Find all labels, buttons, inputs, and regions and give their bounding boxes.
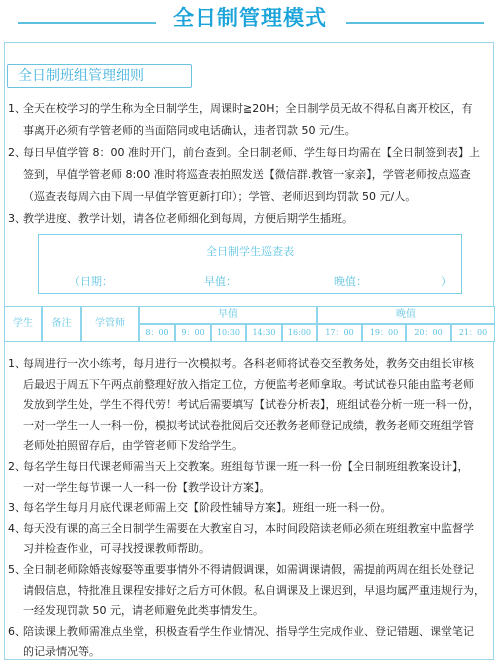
rule-text-line: 习并检查作业，可寻找授课教师帮助。: [23, 542, 210, 556]
rule-text-line: 每日早值学管 8：00 准时开门，前台查到。全日制老师、学生每日均需在【全日制签到表】上: [23, 146, 480, 159]
schedule-title: 全日制学生巡查表: [206, 245, 294, 258]
page-title: 全日制管理模式: [173, 6, 327, 30]
grid-time-cell: 10:30: [211, 324, 246, 342]
rule-number: 1、: [8, 357, 26, 370]
grid-header-note: 备注: [42, 306, 81, 342]
rule-item: [8, 498, 492, 519]
rule-text-line: 每名学生每日代课老师需当天上交教案。班组每节课一班一科一份【全日制班组教案设计】，: [23, 460, 469, 473]
rule-text-line: 发放到学生处，学生不得代劳！考试后需要填写【试卷分析表】，班组试卷分析一班一科一份，: [23, 398, 480, 412]
rule-text-line: 请假信息，特批准且课程安排好之后方可休假。私自调课及上课迟到，早退均属严重违规行为，: [23, 583, 485, 597]
grid-header-advisor: 学管师: [81, 306, 139, 342]
grid-time-cell: 14:30: [246, 324, 282, 342]
rule-number: 6、: [8, 624, 26, 638]
rule-text-line: 每名学生每月月底代课老师需上交【阶段性辅导方案】。班组一班一科一份。: [23, 501, 392, 515]
rule-text-line: 事离开必须有学管老师的当面陪同或电话确认，违者罚款 50 元/生。: [23, 124, 356, 137]
rule-item: [8, 208, 492, 230]
rule-text-line: 每天没有课的高三全日制学生需要在大教室自习，本时间段陪读老师必须在班组教室中监督学: [23, 521, 474, 535]
grid-time-cell: 21：00: [451, 324, 495, 342]
schedule-evening-label: 晚值：: [334, 275, 367, 288]
schedule-morning-label: 早值：: [204, 275, 237, 288]
patrol-grid: [4, 306, 495, 342]
schedule-form: [38, 234, 462, 294]
schedule-close-paren: ）: [441, 275, 452, 288]
schedule-date-label: （日期：: [69, 275, 113, 288]
rule-text-line: 后最迟于周五下午两点前整理好放入指定工位，方便监考老师拿取。考试试卷只能由监考老师: [23, 377, 474, 391]
grid-time-cell: 17：00: [317, 324, 362, 342]
section-title: 全日制班组管理细则: [7, 64, 192, 88]
rule-text-line: 教学进度、教学计划，请各位老师细化到每周，方便后期学生插班。: [23, 212, 353, 225]
rule-text-line: 陪读课上教师需准点坐堂，积极查看学生作业情况、指导学生完成作业、登记错题、课堂笔记: [23, 624, 474, 638]
rule-item: [8, 354, 492, 457]
rule-text-line: 全日制老师除婚丧嫁娶等重要事情外不得请假调课，如需调课请假，需提前两周在组长处登记: [23, 563, 474, 576]
rule-number: 3、: [8, 501, 26, 515]
grid-time-cell: 20：00: [406, 324, 451, 342]
rule-number: 5、: [8, 563, 26, 576]
rule-number: 3、: [8, 212, 26, 225]
rule-text-line: 一对一学生一人一科一份，模拟考试试卷批阅后交还教务老师登记成绩，教务老师交班组学管: [23, 418, 474, 432]
grid-header-evening: 晚值: [317, 306, 495, 324]
grid-time-cell: 8：00: [139, 324, 175, 342]
rule-number: 1、: [8, 102, 26, 115]
grid-time-cell: 16:00: [282, 324, 317, 342]
rule-text-line: 一经发现罚款 50 元，请老师避免此类事情发生。: [23, 604, 264, 618]
rule-item: [8, 142, 492, 208]
rule-item: [8, 519, 492, 560]
rule-text-line: 老师处拍照留存后，由学管老师下发给学生。: [23, 439, 243, 453]
rule-number: 2、: [8, 146, 26, 159]
grid-header-student: 学生: [4, 306, 42, 342]
rule-number: 2、: [8, 460, 26, 473]
page-header: [0, 0, 500, 38]
grid-time-cell: 19：00: [362, 324, 406, 342]
grid-header-morning: 早值: [139, 306, 317, 324]
grid-time-cell: 9：00: [175, 324, 211, 342]
rule-item: [8, 622, 492, 663]
rule-text-line: 一对一学生每节课一人一科一份【教学设计方案】。: [23, 480, 271, 494]
rule-text-line: 全天在校学习的学生称为全日制学生，周课时≧20H；全日制学员无故不得私自离开校区，有: [23, 102, 473, 115]
rule-text-line: 的记录情况等。: [23, 645, 100, 659]
rule-text-line: （巡查表每周六由下周一早值学管更新打印）；学管、老师迟到均罚款 50 元/人。: [23, 190, 417, 203]
rule-number: 4、: [8, 521, 26, 535]
rule-item: [8, 98, 492, 142]
rule-item: [8, 457, 492, 498]
rule-text-line: 签到，早值学管老师 8:00 准时将巡查表拍照发送【微信群.教管一家亲】，学管老师按点巡查: [23, 168, 471, 181]
rule-item: [8, 560, 492, 622]
rule-text-line: 每周进行一次小练考，每月进行一次模拟考。各科老师将试卷交至教务处，教务交由组长审核: [23, 357, 474, 370]
